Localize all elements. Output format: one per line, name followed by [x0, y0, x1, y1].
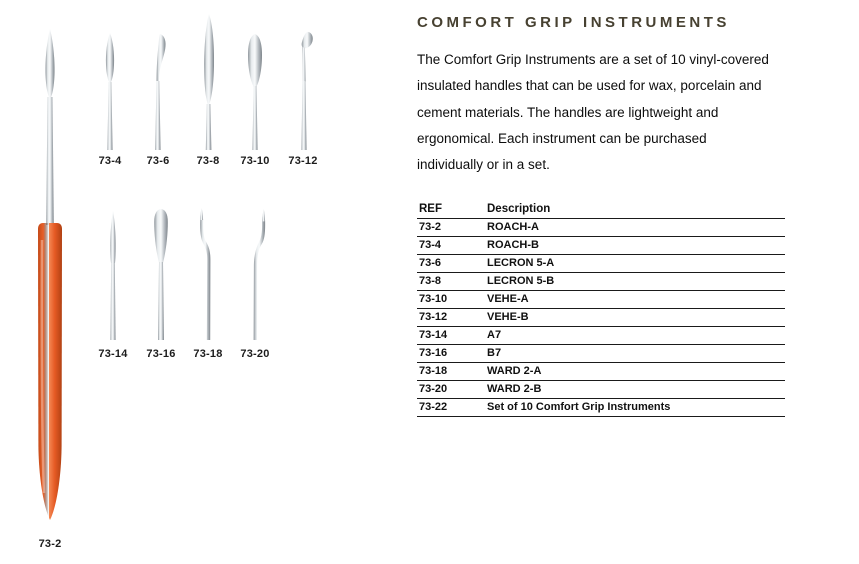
table-row [417, 219, 785, 237]
cell-desc: LECRON 5-B [487, 274, 555, 287]
table-row [417, 273, 785, 291]
page-title: COMFORT GRIP INSTRUMENTS [417, 14, 730, 31]
table-row [417, 309, 785, 327]
label-73-10: 73-10 [240, 155, 270, 167]
cell-desc: ROACH-A [487, 220, 539, 233]
instrument-73-2-image [28, 25, 72, 525]
table-row [417, 255, 785, 273]
cell-desc: WARD 2-A [487, 364, 542, 377]
table-row [417, 345, 785, 363]
cell-desc: LECRON 5-A [487, 256, 555, 269]
cell-desc: WARD 2-B [487, 382, 542, 395]
cell-ref: 73-2 [419, 220, 442, 233]
instrument-73-16-image [143, 205, 179, 340]
label-73-2: 73-2 [38, 538, 62, 550]
instrument-73-18-image [190, 205, 226, 340]
header-ref: REF [419, 202, 442, 215]
label-73-6: 73-6 [146, 155, 170, 167]
table-header-row [417, 201, 785, 219]
table-row [417, 291, 785, 309]
instrument-73-20-image [237, 205, 273, 340]
cell-desc: Set of 10 Comfort Grip Instruments [487, 400, 671, 413]
header-description: Description [487, 202, 551, 215]
label-73-14: 73-14 [98, 348, 128, 360]
cell-ref: 73-8 [419, 274, 442, 287]
instrument-73-4-image [92, 28, 128, 150]
label-73-8: 73-8 [196, 155, 220, 167]
cell-ref: 73-12 [419, 310, 448, 323]
product-info-column [417, 14, 787, 417]
instrument-73-6-image [140, 28, 176, 150]
instrument-73-10-image [237, 28, 273, 150]
label-73-20: 73-20 [240, 348, 270, 360]
reference-table [417, 201, 785, 417]
blade [45, 29, 54, 99]
cell-desc: VEHE-B [487, 310, 529, 323]
label-73-12: 73-12 [288, 155, 318, 167]
label-73-4: 73-4 [98, 155, 122, 167]
table-row [417, 381, 785, 399]
product-description: The Comfort Grip Instruments are a set of 10 vinyl-covered insulated handles that can be used for wax, porcelain and cement materials. The handles are lightweight and ergonomical. Each instrument can be purchased individually or in a set. [417, 52, 769, 173]
cell-ref: 73-6 [419, 256, 442, 269]
instrument-73-8-image [188, 12, 228, 150]
cell-ref: 73-22 [419, 400, 448, 413]
cell-ref: 73-20 [419, 382, 448, 395]
shaft [46, 97, 54, 225]
label-73-18: 73-18 [193, 348, 223, 360]
cell-desc: ROACH-B [487, 238, 539, 251]
instrument-73-14-image [95, 205, 131, 340]
cell-ref: 73-10 [419, 292, 448, 305]
table-row [417, 237, 785, 255]
table-row [417, 399, 785, 417]
cell-ref: 73-16 [419, 346, 448, 359]
table-row [417, 363, 785, 381]
cell-desc: VEHE-A [487, 292, 529, 305]
cell-desc: A7 [487, 328, 502, 341]
instrument-73-12-image [285, 28, 321, 150]
cell-ref: 73-4 [419, 238, 442, 251]
cell-ref: 73-18 [419, 364, 448, 377]
cell-desc: B7 [487, 346, 502, 359]
label-73-16: 73-16 [146, 348, 176, 360]
table-row [417, 327, 785, 345]
cell-ref: 73-14 [419, 328, 448, 341]
